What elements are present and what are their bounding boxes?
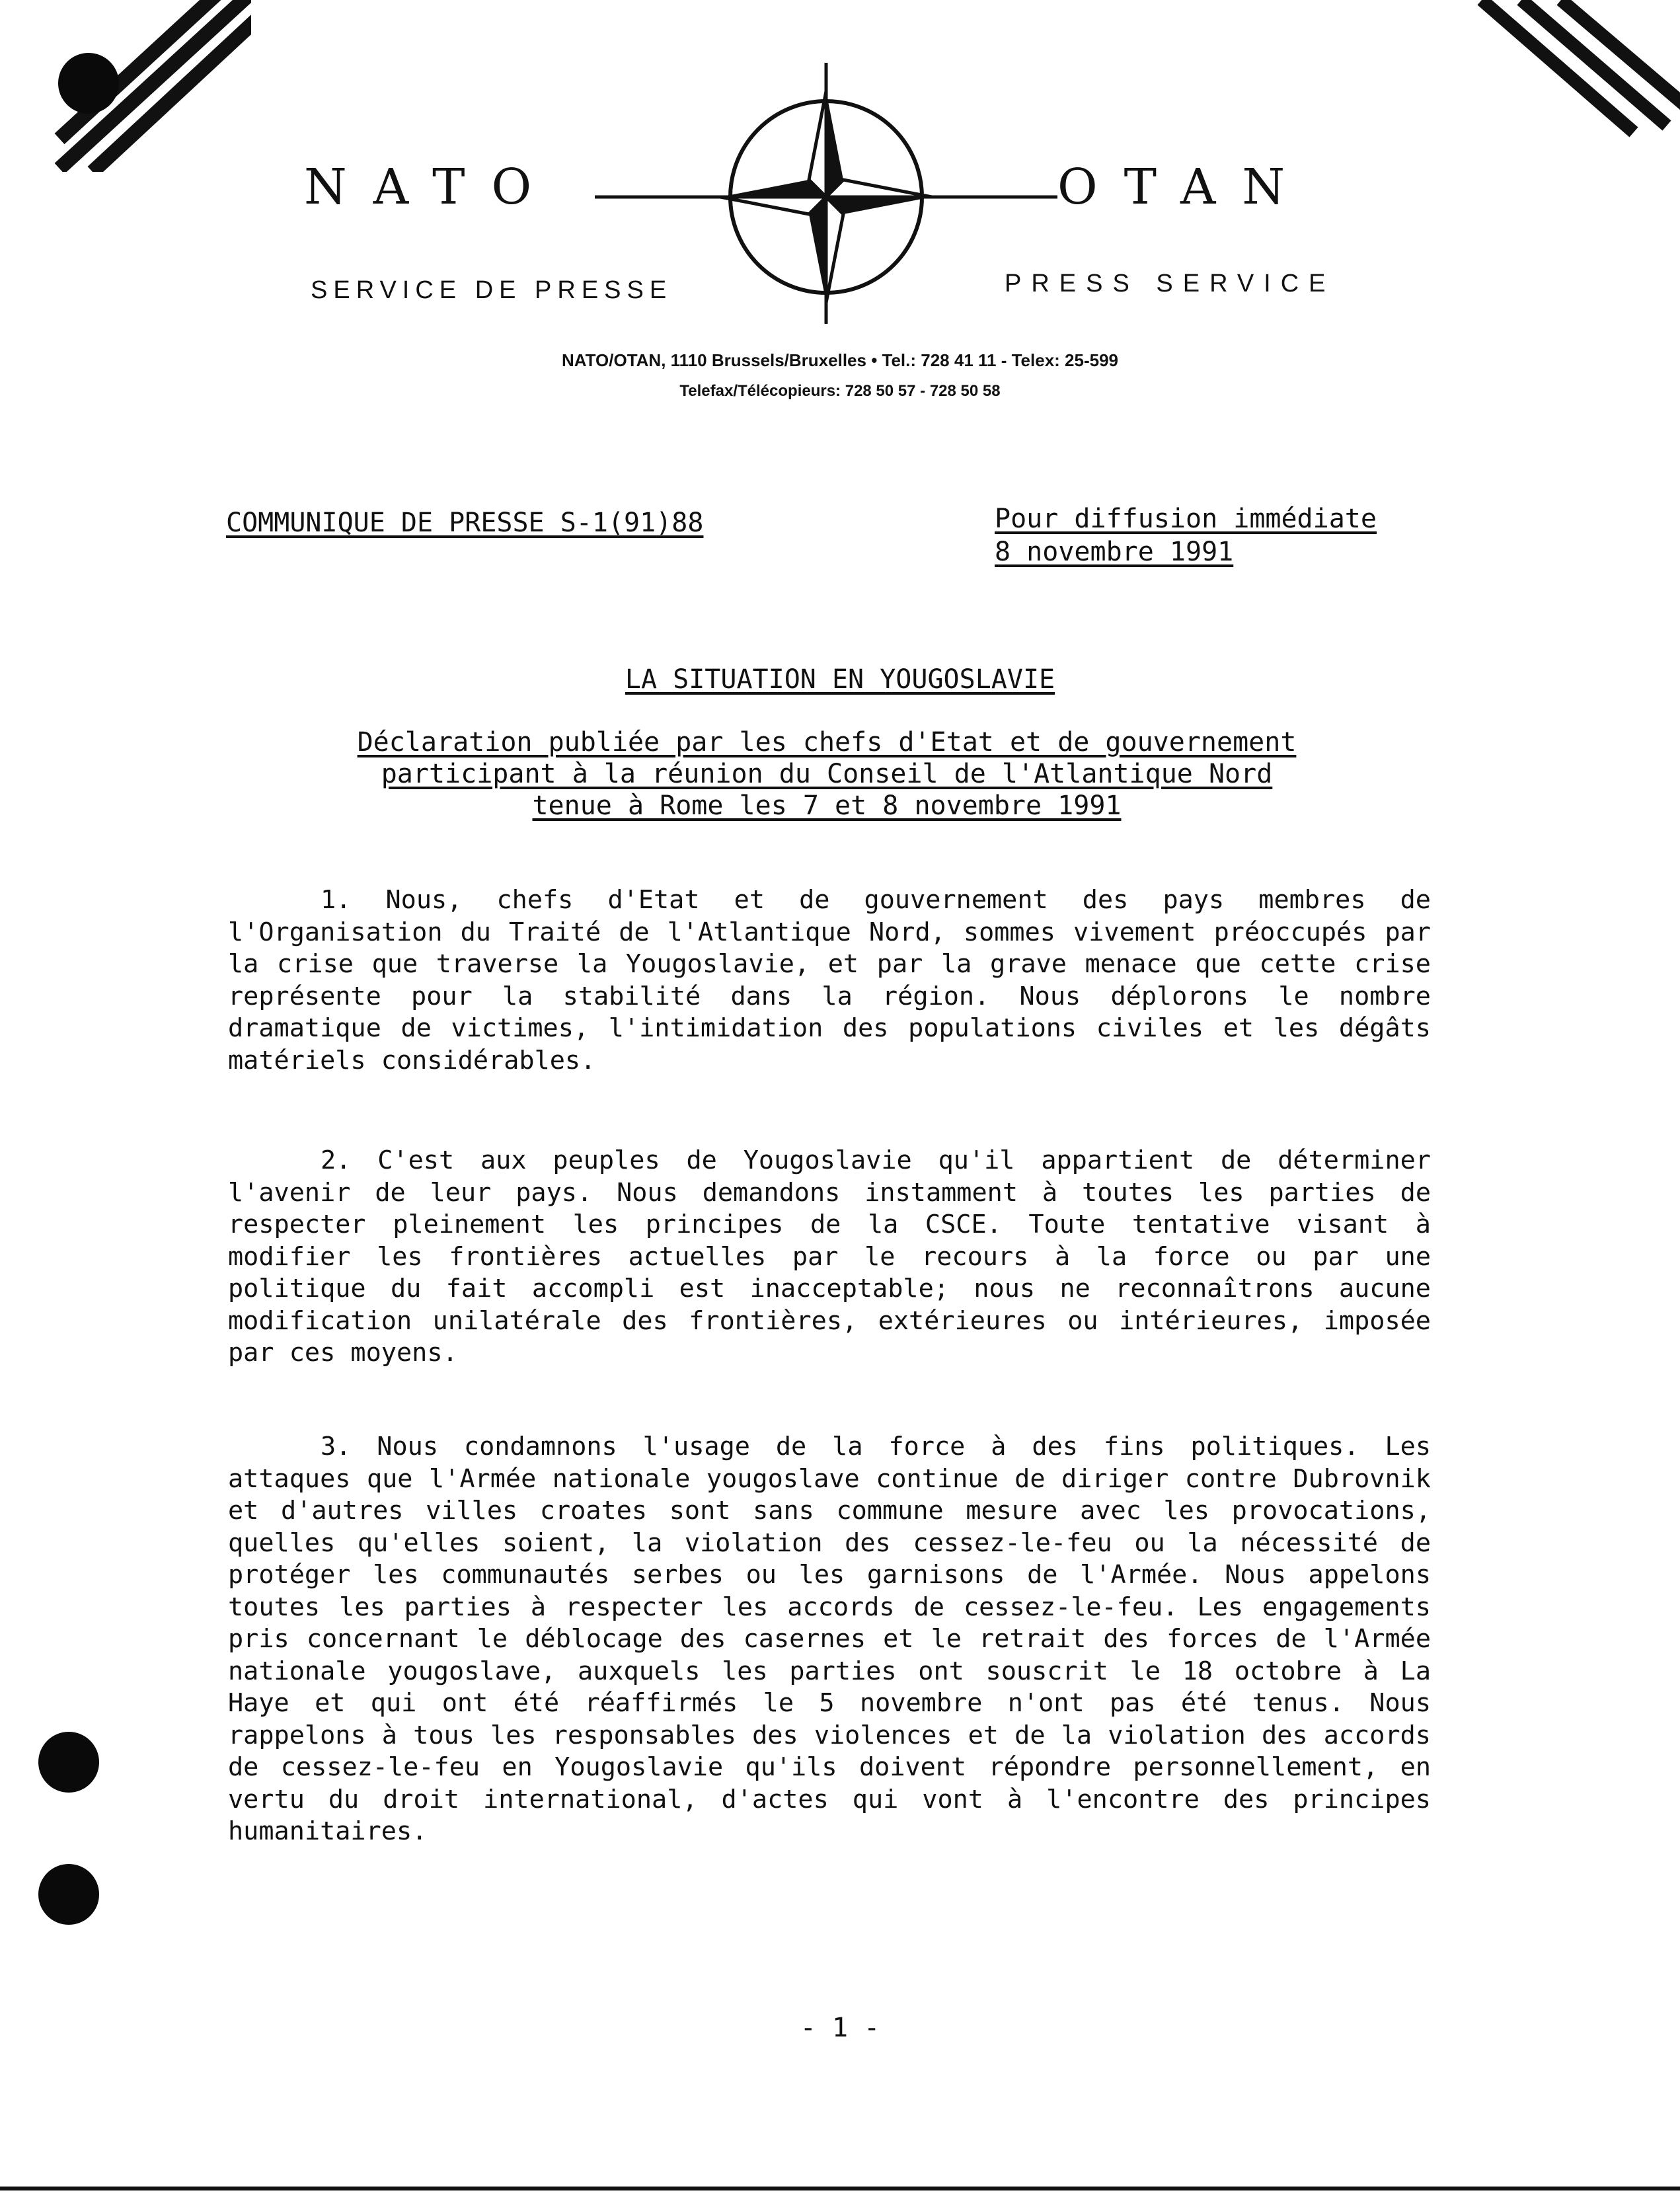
- corner-stripes-top-right: [1442, 0, 1680, 152]
- scan-edge-line: [0, 2187, 1680, 2190]
- paragraph-2: 2. C'est aux peuples de Yougoslavie qu'il appartient de déterminer l'avenir de leur pays. Nous demandons instamment à toutes les parties de respecter pleinement les principes de la CSCE. Toute tentative visant à modifier les frontières actuelles par le recours à la force ou par une politique du fait accompli est inacceptable; nous ne reconnaîtrons aucune modification unilatérale des frontières, extérieures ou intérieures, imposée par ces moyens.: [228, 1145, 1431, 1368]
- letterhead-nato: NATO: [304, 159, 558, 215]
- punch-hole-top: [58, 53, 119, 114]
- release-note: Pour diffusion immédiate: [995, 504, 1377, 534]
- paragraph-1: 1. Nous, chefs d'Etat et de gouvernement des pays membres de l'Organisation du Traité de l'Atlantique Nord, sommes vivement préoccupés par la crise que traverse la Yougoslavie, et par la grave menace que cette crise représente pour la stabilité dans la région. Nous déplorons le nombre dramatique de victimes, l'intimidation des populations civiles et les dégâts matériels considérables.: [228, 885, 1431, 1075]
- paragraph-3: 3. Nous condamnons l'usage de la force à des fins politiques. Les attaques que l'Armée nationale yougoslave continue de diriger contre Dubrovnik et d'autres villes croates sont sans commune mesure avec les provocations, quelles qu'elles soient, la violation des cessez-le-feu ou la nécessité de protéger les communautés serbes ou les garnisons de l'Armée. Nous appelons toutes les parties à respecter les accords de cessez-le-feu. Les engagements pris concernant le déblocage des casernes et le retrait des forces de l'Armée nationale yougoslave, auxquels les parties ont souscrit le 18 octobre à La Haye et qui ont été réaffirmés le 5 novembre n'ont pas été tenus. Nous rappelons à tous les responsables des violences et de la violation des accords de cessez-le-feu en Yougoslavie qu'ils doivent répondre personnellement, en vertu du droit international, d'actes qui vont à l'encontre des principes humanitaires.: [228, 1432, 1431, 1846]
- release-date: 8 novembre 1991: [995, 537, 1234, 567]
- letterhead-press-service: PRESS SERVICE: [1005, 270, 1336, 297]
- letterhead-address: NATO/OTAN, 1110 Brussels/Bruxelles • Tel.: 728 41 11 - Telex: 25-599: [561, 350, 1118, 370]
- document-title: LA SITUATION EN YOUGOSLAVIE: [625, 664, 1055, 695]
- subtitle-line-2: participant à la réunion du Conseil de l'Atlantique Nord: [381, 759, 1273, 789]
- punch-hole-lower: [38, 1864, 99, 1925]
- punch-hole-middle: [38, 1732, 99, 1793]
- subtitle-line-3: tenue à Rome les 7 et 8 novembre 1991: [532, 791, 1122, 821]
- page-number: - 1 -: [800, 2013, 880, 2043]
- letterhead-otan: OTAN: [1057, 159, 1312, 215]
- letterhead-fax: Telefax/Télécopieurs: 728 50 57 - 728 50 58: [679, 382, 1001, 400]
- letterhead-service-de-presse: SERVICE DE PRESSE: [311, 276, 673, 304]
- communique-reference: COMMUNIQUE DE PRESSE S-1(91)88: [226, 508, 704, 538]
- corner-stripes-top-left: [0, 0, 251, 172]
- subtitle-line-1: Déclaration publiée par les chefs d'Etat et de gouvernement: [357, 727, 1297, 757]
